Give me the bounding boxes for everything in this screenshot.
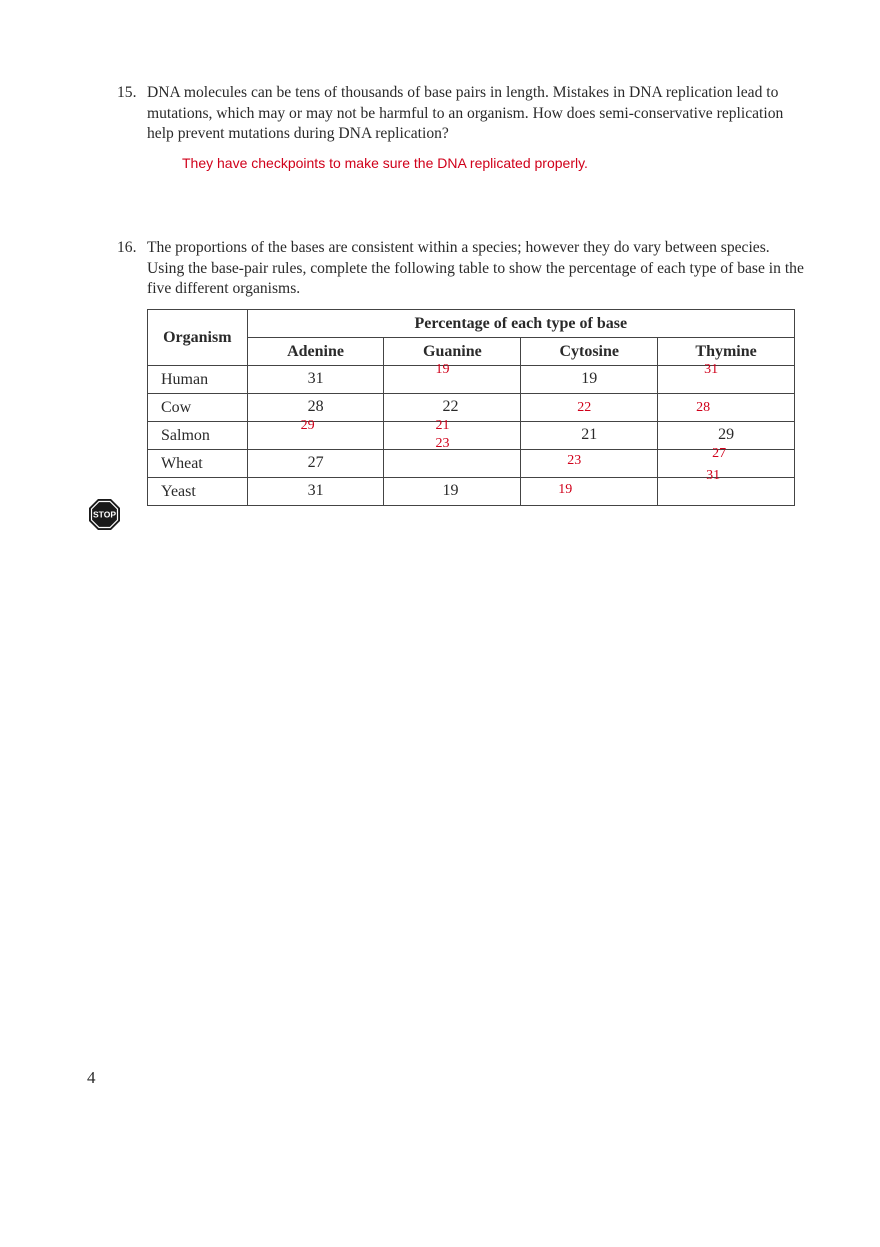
organism-name: Cow [148,394,248,422]
table-cell [521,422,658,450]
printed-value: 27 [307,454,324,471]
table-cell [247,478,384,506]
table-cell [521,394,658,422]
table-cell [247,394,384,422]
question-text: The proportions of the bases are consistent within a species; however they do vary between species. Using the base-pair rules, complete the following table to show the percentage of each type of base in the five different organisms. [147,239,804,297]
table-cell [247,418,384,450]
organism-name: Salmon [148,422,248,450]
organism-header: Organism [148,310,248,366]
handwritten-value: 27 [712,446,727,461]
printed-value: 21 [581,426,598,443]
table-cell [384,418,521,450]
column-header-guanine: Guanine [384,338,521,366]
table-row [148,394,795,422]
answer-15: They have checkpoints to make sure the DNA replicated properly. [182,155,588,171]
table-row [148,366,795,394]
printed-value: 28 [307,398,324,415]
handwritten-value: 21 [435,418,450,433]
table-cell [247,366,384,394]
table-row [148,450,795,478]
table-cell [521,450,658,478]
printed-value: 29 [718,426,735,443]
group-header: Percentage of each type of base [247,310,794,338]
table-cell [521,478,658,506]
table-cell [521,366,658,394]
handwritten-value: 22 [577,400,592,415]
table-row [148,478,795,506]
handwritten-value: 31 [704,362,719,377]
handwritten-value: 29 [300,418,315,433]
organism-name: Yeast [148,478,248,506]
printed-value: 31 [307,482,324,499]
question-number: 16. [117,239,137,256]
handwritten-value: 31 [706,468,721,483]
question-text: DNA molecules can be tens of thousands of base pairs in length. Mistakes in DNA replication lead to mutations, which may or may not be harmful to an organism. How does semi-conservative replication help prevent mutations during DNA replication? [147,84,784,142]
table-cell [658,394,795,422]
printed-value: 22 [442,398,459,415]
stop-sign-icon [88,498,121,531]
column-header-adenine: Adenine [247,338,384,366]
handwritten-value: 23 [435,436,450,451]
table-cell [384,436,521,478]
table-cell [384,478,521,506]
page-number: 4 [87,1068,96,1087]
table-cell [384,362,521,394]
table-cell [384,394,521,422]
handwritten-value: 23 [567,453,582,468]
table-cell [247,450,384,478]
table-cell [658,468,795,506]
table-cell [658,446,795,478]
question-16 [117,238,807,300]
stop-label: STOP [93,509,116,520]
printed-value: 31 [307,370,324,387]
question-number: 15. [117,84,137,101]
handwritten-value: 19 [558,482,573,497]
column-header-thymine: Thymine [658,338,795,366]
handwritten-value: 19 [435,362,450,377]
printed-value: 19 [581,370,598,387]
organism-name: Wheat [148,450,248,478]
question-15 [117,83,807,145]
printed-value: 19 [442,482,459,499]
table-cell [658,362,795,394]
base-percentage-table [147,309,795,506]
handwritten-value: 28 [696,400,711,415]
column-header-cytosine: Cytosine [521,338,658,366]
table-row [148,422,795,450]
organism-name: Human [148,366,248,394]
